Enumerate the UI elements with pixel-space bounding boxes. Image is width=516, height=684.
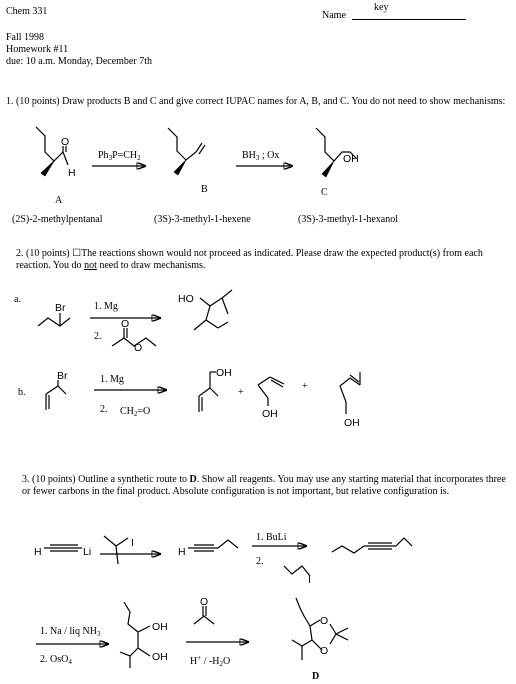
name-value: key bbox=[374, 2, 389, 13]
q3-atom-h-1: H bbox=[34, 546, 42, 558]
assignment: Homework #11 bbox=[6, 44, 69, 55]
q1-name-a: (2S)-2-methylpentanal bbox=[12, 214, 103, 225]
q1-name-c: (3S)-3-methyl-1-hexanol bbox=[298, 214, 398, 225]
q3-step-buli: 1. BuLi bbox=[256, 532, 287, 543]
term: Fall 1998 bbox=[6, 32, 45, 43]
course-title: Chem 331 bbox=[6, 6, 48, 17]
q3-prompt-bold: D bbox=[189, 474, 197, 485]
q3-isopropyl-iodide-structure bbox=[104, 536, 128, 564]
q1-reagent-2: $BH_3$ ; Ox bbox=[242, 150, 280, 162]
q2b-plus-2: + bbox=[302, 381, 308, 392]
q3-terminal-alkyne-structure bbox=[188, 540, 238, 551]
q1-label-c: C bbox=[321, 187, 328, 198]
q2a-product-structure bbox=[194, 290, 232, 330]
q2b-step-1: 1. Mg bbox=[100, 374, 124, 385]
q2-prompt-not: not bbox=[84, 260, 97, 271]
q2a-reactant-structure bbox=[38, 313, 70, 326]
q3-diol-structure bbox=[120, 602, 150, 668]
q1-label-b: B bbox=[201, 184, 208, 195]
q2b-atom-oh-1: OH bbox=[216, 367, 232, 379]
q3-atom-oh-1: OH bbox=[152, 621, 168, 633]
q2a-step-2: 2. bbox=[94, 331, 102, 342]
q3-atom-oh-2: OH bbox=[152, 651, 168, 663]
q2a-atom-o2: O bbox=[134, 342, 143, 354]
q2b-plus-1: + bbox=[238, 387, 244, 398]
q3-atom-o-3: O bbox=[320, 615, 329, 627]
q1-name-b: (3S)-3-methyl-1-hexene bbox=[154, 214, 251, 225]
q3-atom-o-acetone: O bbox=[200, 596, 209, 608]
q3-atom-i-1: I bbox=[131, 537, 134, 549]
q2a-atom-o1: O bbox=[121, 318, 130, 330]
q1-label-a: A bbox=[55, 195, 63, 206]
q2a-atom-ho: HO bbox=[178, 293, 194, 305]
q2b-atom-br: Br bbox=[57, 370, 68, 382]
q1-compound-a-structure bbox=[36, 127, 68, 176]
q2a-label: a. bbox=[14, 294, 21, 305]
q2b-atom-oh-3: OH bbox=[344, 417, 360, 429]
q2b-atom-oh-2: OH bbox=[262, 408, 278, 420]
q3-acetone-structure bbox=[194, 606, 214, 624]
q2b-reagent: $CH_2=O$ bbox=[120, 406, 151, 418]
q3-step-2: 2. bbox=[256, 556, 264, 567]
q1-compound-b-structure bbox=[168, 128, 205, 175]
q1-prompt: 1. (10 points) Draw products B and C and give correct IUPAC names for A, B, and C. You do not need to show mechanisms: bbox=[6, 96, 506, 107]
q1-atom-oh: OH bbox=[343, 153, 359, 165]
name-label: Name bbox=[322, 10, 346, 21]
q3-atom-h-2: H bbox=[178, 546, 186, 558]
q3-propyl-iodide-structure bbox=[284, 566, 310, 576]
q2-prompt-part2: need to draw mechanisms. bbox=[96, 260, 206, 271]
q3-label-d: D bbox=[312, 671, 320, 682]
q3-internal-alkyne-structure bbox=[332, 538, 412, 553]
q1-atom-o: O bbox=[61, 136, 70, 148]
q3-prompt-part2: . Show all reagents. You may use any starting material that incorporates three or fewer carbons in the final product. Absolute configuration is not important, but relative configuration is. bbox=[22, 474, 506, 497]
q2a-step-1: 1. Mg bbox=[94, 301, 118, 312]
q3-acid: $H^+ / -H_2O$ bbox=[190, 654, 231, 668]
q1-reagent-1: $Ph_3P=CH_2$ bbox=[98, 150, 141, 162]
q3-step-na: 1. Na / liq $NH_3$ bbox=[40, 626, 101, 638]
q3-acetylide-structure bbox=[44, 545, 82, 551]
q2b-label: b. bbox=[18, 387, 26, 398]
q3-atom-i-2: I bbox=[308, 574, 311, 586]
due-date: due: 10 a.m. Monday, December 7th bbox=[6, 56, 152, 67]
q3-atom-li: Li bbox=[83, 546, 92, 558]
q1-atom-h: H bbox=[68, 167, 76, 179]
q3-atom-o-4: O bbox=[320, 645, 329, 657]
q3-prompt-part1: 3. (10 points) Outline a synthetic route to bbox=[22, 474, 190, 485]
q2b-product-3-structure bbox=[340, 372, 360, 414]
q2b-product-2-structure bbox=[258, 377, 284, 406]
q2b-reactant-structure bbox=[46, 380, 66, 410]
q2a-atom-br: Br bbox=[55, 302, 66, 314]
q2-prompt-part1: 2. (10 points) ☐The reactions shown would not proceed as indicated. Please draw the expected product(s) from each reaction. You do bbox=[16, 248, 483, 271]
q3-step-os: 2. OsO$_4$ bbox=[40, 654, 72, 666]
q2b-step-2: 2. bbox=[100, 404, 108, 415]
